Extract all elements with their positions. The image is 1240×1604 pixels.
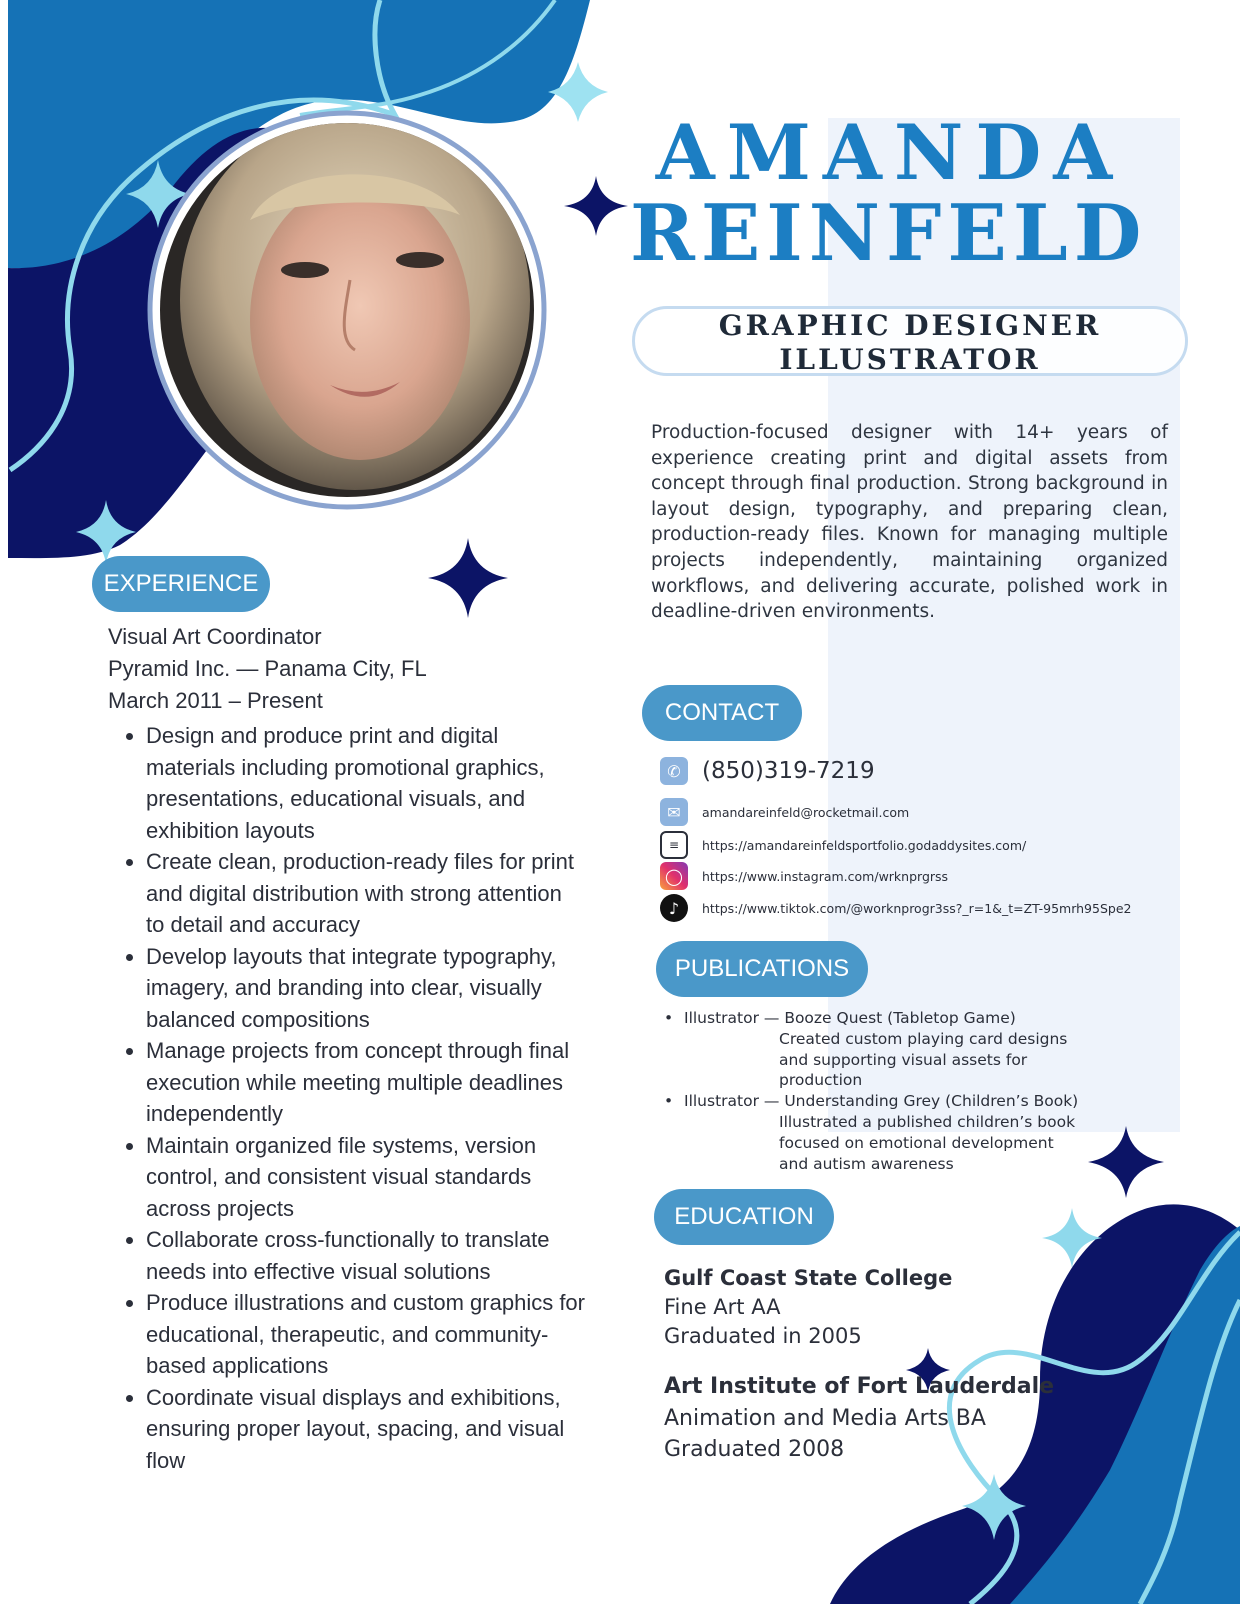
publication-title: Illustrator — Understanding Grey (Children’s Book) (684, 1092, 1079, 1111)
publication-description: Created custom playing card designs and supporting visual assets for production (779, 1029, 1068, 1090)
last-name: REINFELD (630, 188, 1148, 279)
contact-phone[interactable] (660, 757, 875, 785)
email-icon: ✉ (660, 798, 688, 826)
list-item: • Produce illustrations and custom graphics for educational, therapeutic, and community-based applications (146, 1287, 586, 1382)
email-link[interactable]: amandareinfeld@rocketmail.com (702, 804, 910, 820)
school-name: Art Institute of Fort Lauderdale (664, 1374, 1055, 1399)
list-item: • Manage projects from concept through final execution while meeting multiple deadlines independently (146, 1035, 586, 1130)
job-title-line2: ILLUSTRATOR (779, 343, 1041, 376)
list-item: • Develop layouts that integrate typography, imagery, and branding into clear, visually balanced compositions (146, 941, 586, 1036)
website-link[interactable]: https://amandareinfeldsportfolio.godaddysites.com/ (702, 837, 1027, 853)
first-name: AMANDA (655, 108, 1125, 197)
contact-website[interactable] (660, 831, 1026, 859)
list-item: • Create clean, production-ready files for print and digital distribution with strong attention to detail and accuracy (146, 846, 586, 941)
contact-email[interactable] (660, 798, 909, 826)
profile-summary: Production-focused designer with 14+ years of experience creating print and digital assets from concept through final production. Strong background in layout design, typography, and preparing clean, production-ready files. Known for managing multiple projects independently, maintaining organized workflows, and delivering accurate, polished work in deadline-driven environments. (651, 422, 1168, 623)
job-title: Visual Art Coordinator (108, 624, 322, 649)
school-graduation: Graduated in 2005 (664, 1324, 862, 1348)
tiktok-link[interactable]: https://www.tiktok.com/@worknprogr3ss?_r=1&_t=ZT-95mrh95Spe2 (702, 900, 1132, 916)
phone-icon: ✆ (660, 757, 688, 785)
job-company: Pyramid Inc. — Panama City, FL (108, 656, 427, 681)
publications-list (664, 1008, 1084, 1174)
list-item: • Coordinate visual displays and exhibitions, ensuring proper layout, spacing, and visual flow (146, 1382, 586, 1477)
instagram-icon: ◯ (660, 862, 688, 890)
publication-title: Illustrator — Booze Quest (Tabletop Game) (684, 1009, 1016, 1027)
publication-description: Illustrated a published children’s book focused on emotional development and autism awareness (779, 1112, 1076, 1173)
contact-tiktok[interactable] (660, 894, 1131, 922)
bullet-dot: • (664, 1092, 674, 1111)
sparkle-icon (1088, 1126, 1164, 1198)
contact-instagram[interactable] (660, 862, 948, 890)
phone-number: (850)319-7219 (702, 758, 875, 784)
bullet-dot: • (664, 1009, 674, 1027)
list-item (664, 1091, 1084, 1174)
list-item (664, 1008, 1084, 1091)
tiktok-icon: ♪ (660, 894, 688, 922)
job-title-line1: GRAPHIC DESIGNER (718, 309, 1102, 342)
sparkle-icon (428, 538, 508, 618)
contact-heading: CONTACT (642, 685, 802, 741)
school-name: Gulf Coast State College (664, 1266, 953, 1290)
list-item: • Collaborate cross-functionally to translate needs into effective visual solutions (146, 1224, 586, 1287)
job-dates: March 2011 – Present (108, 688, 323, 713)
experience-heading: EXPERIENCE (92, 556, 270, 612)
school-graduation: Graduated 2008 (664, 1437, 845, 1462)
school-degree: Fine Art AA (664, 1295, 781, 1319)
publications-heading: PUBLICATIONS (656, 941, 868, 997)
instagram-link[interactable]: https://www.instagram.com/wrknprgrss (702, 868, 949, 884)
sparkle-icon (564, 176, 628, 236)
experience-bullets (118, 720, 586, 1476)
school-degree: Animation and Media Arts BA (664, 1406, 986, 1431)
list-item: • Design and produce print and digital materials including promotional graphics, presentations, educational visuals, and exhibition layouts (146, 720, 586, 846)
education-heading: EDUCATION (654, 1189, 834, 1245)
website-icon: ≡ (660, 831, 688, 859)
list-item: • Maintain organized file systems, version control, and consistent visual standards across projects (146, 1130, 586, 1225)
